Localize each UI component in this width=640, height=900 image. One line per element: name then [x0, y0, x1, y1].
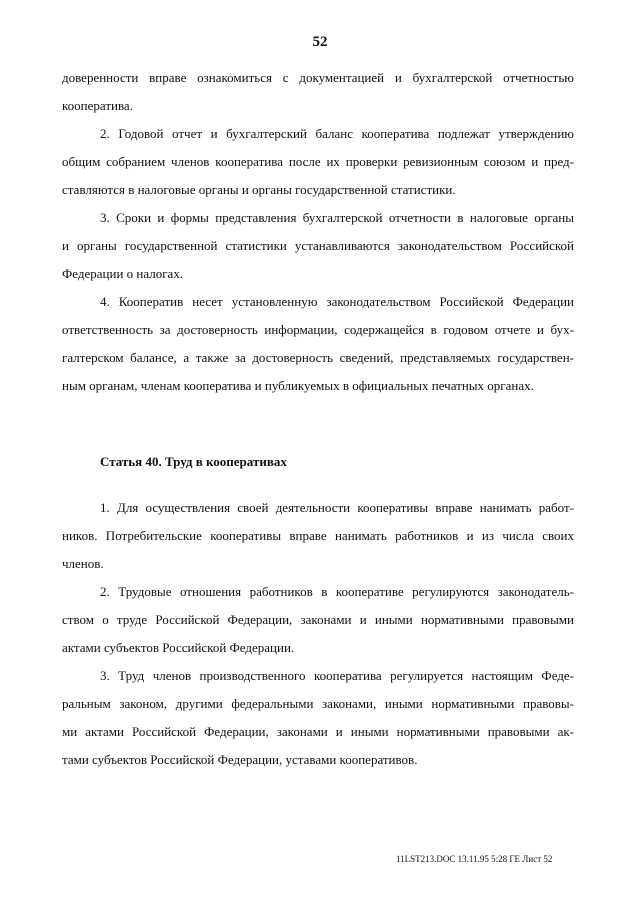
article-heading: Статья 40. Труд в кооперативах — [100, 454, 287, 469]
text-line: галтерском балансе, а также за достоверность сведений, представляемых государствен- — [62, 350, 574, 365]
document-body — [62, 64, 574, 774]
text-line: ным органам, членам кооператива и публикуемых в официальных печатных органах. — [62, 378, 534, 393]
text-line: ставляются в налоговые органы и органы государственной статистики. — [62, 182, 456, 197]
text-line: ников. Потребительские кооперативы вправе нанимать работников и из числа своих — [62, 528, 574, 543]
text-line: Федерации о налогах. — [62, 266, 184, 281]
text-line: общим собранием членов кооператива после их проверки ревизионным союзом и пред- — [62, 154, 574, 169]
text-line: ми актами Российской Федерации, законами и иными нормативными правовыми ак- — [62, 724, 574, 739]
text-line: ством о труде Российской Федерации, законами и иными нормативными правовыми — [62, 612, 574, 627]
text-line: 1. Для осуществления своей деятельности кооперативы вправе нанимать работ- — [100, 500, 574, 515]
text-line: членов. — [62, 556, 104, 571]
text-line: актами субъектов Российской Федерации. — [62, 640, 295, 655]
text-line: и органы государственной статистики устанавливаются законодательством Российской — [62, 238, 574, 253]
text-line: 2. Годовой отчет и бухгалтерский баланс кооператива подлежат утверждению — [100, 126, 574, 141]
text-line: ральным законом, другими федеральными законами, иными нормативными правовы- — [62, 696, 574, 711]
text-line: 3. Труд членов производственного кооператива регулируется настоящим Феде- — [100, 668, 574, 683]
document-footer: 11LST213.DOC 13.11.95 5:28 ГЕ Лист 52 — [396, 854, 553, 864]
text-line: 4. Кооператив несет установленную законодательством Российской Федерации — [100, 294, 574, 309]
text-line: 3. Сроки и формы представления бухгалтерской отчетности в налоговые органы — [100, 210, 574, 225]
text-line: 2. Трудовые отношения работников в кооперативе регулируются законодатель- — [100, 584, 574, 599]
text-line: тами субъектов Российской Федерации, уставами кооперативов. — [62, 752, 418, 767]
page-number: 52 — [312, 34, 328, 50]
text-line: ответственность за достоверность информации, содержащейся в годовом отчете и бух- — [62, 322, 574, 337]
text-line: доверенности вправе ознакомиться с документацией и бухгалтерской отчетностью — [62, 70, 574, 85]
text-line: кооператива. — [62, 98, 133, 113]
